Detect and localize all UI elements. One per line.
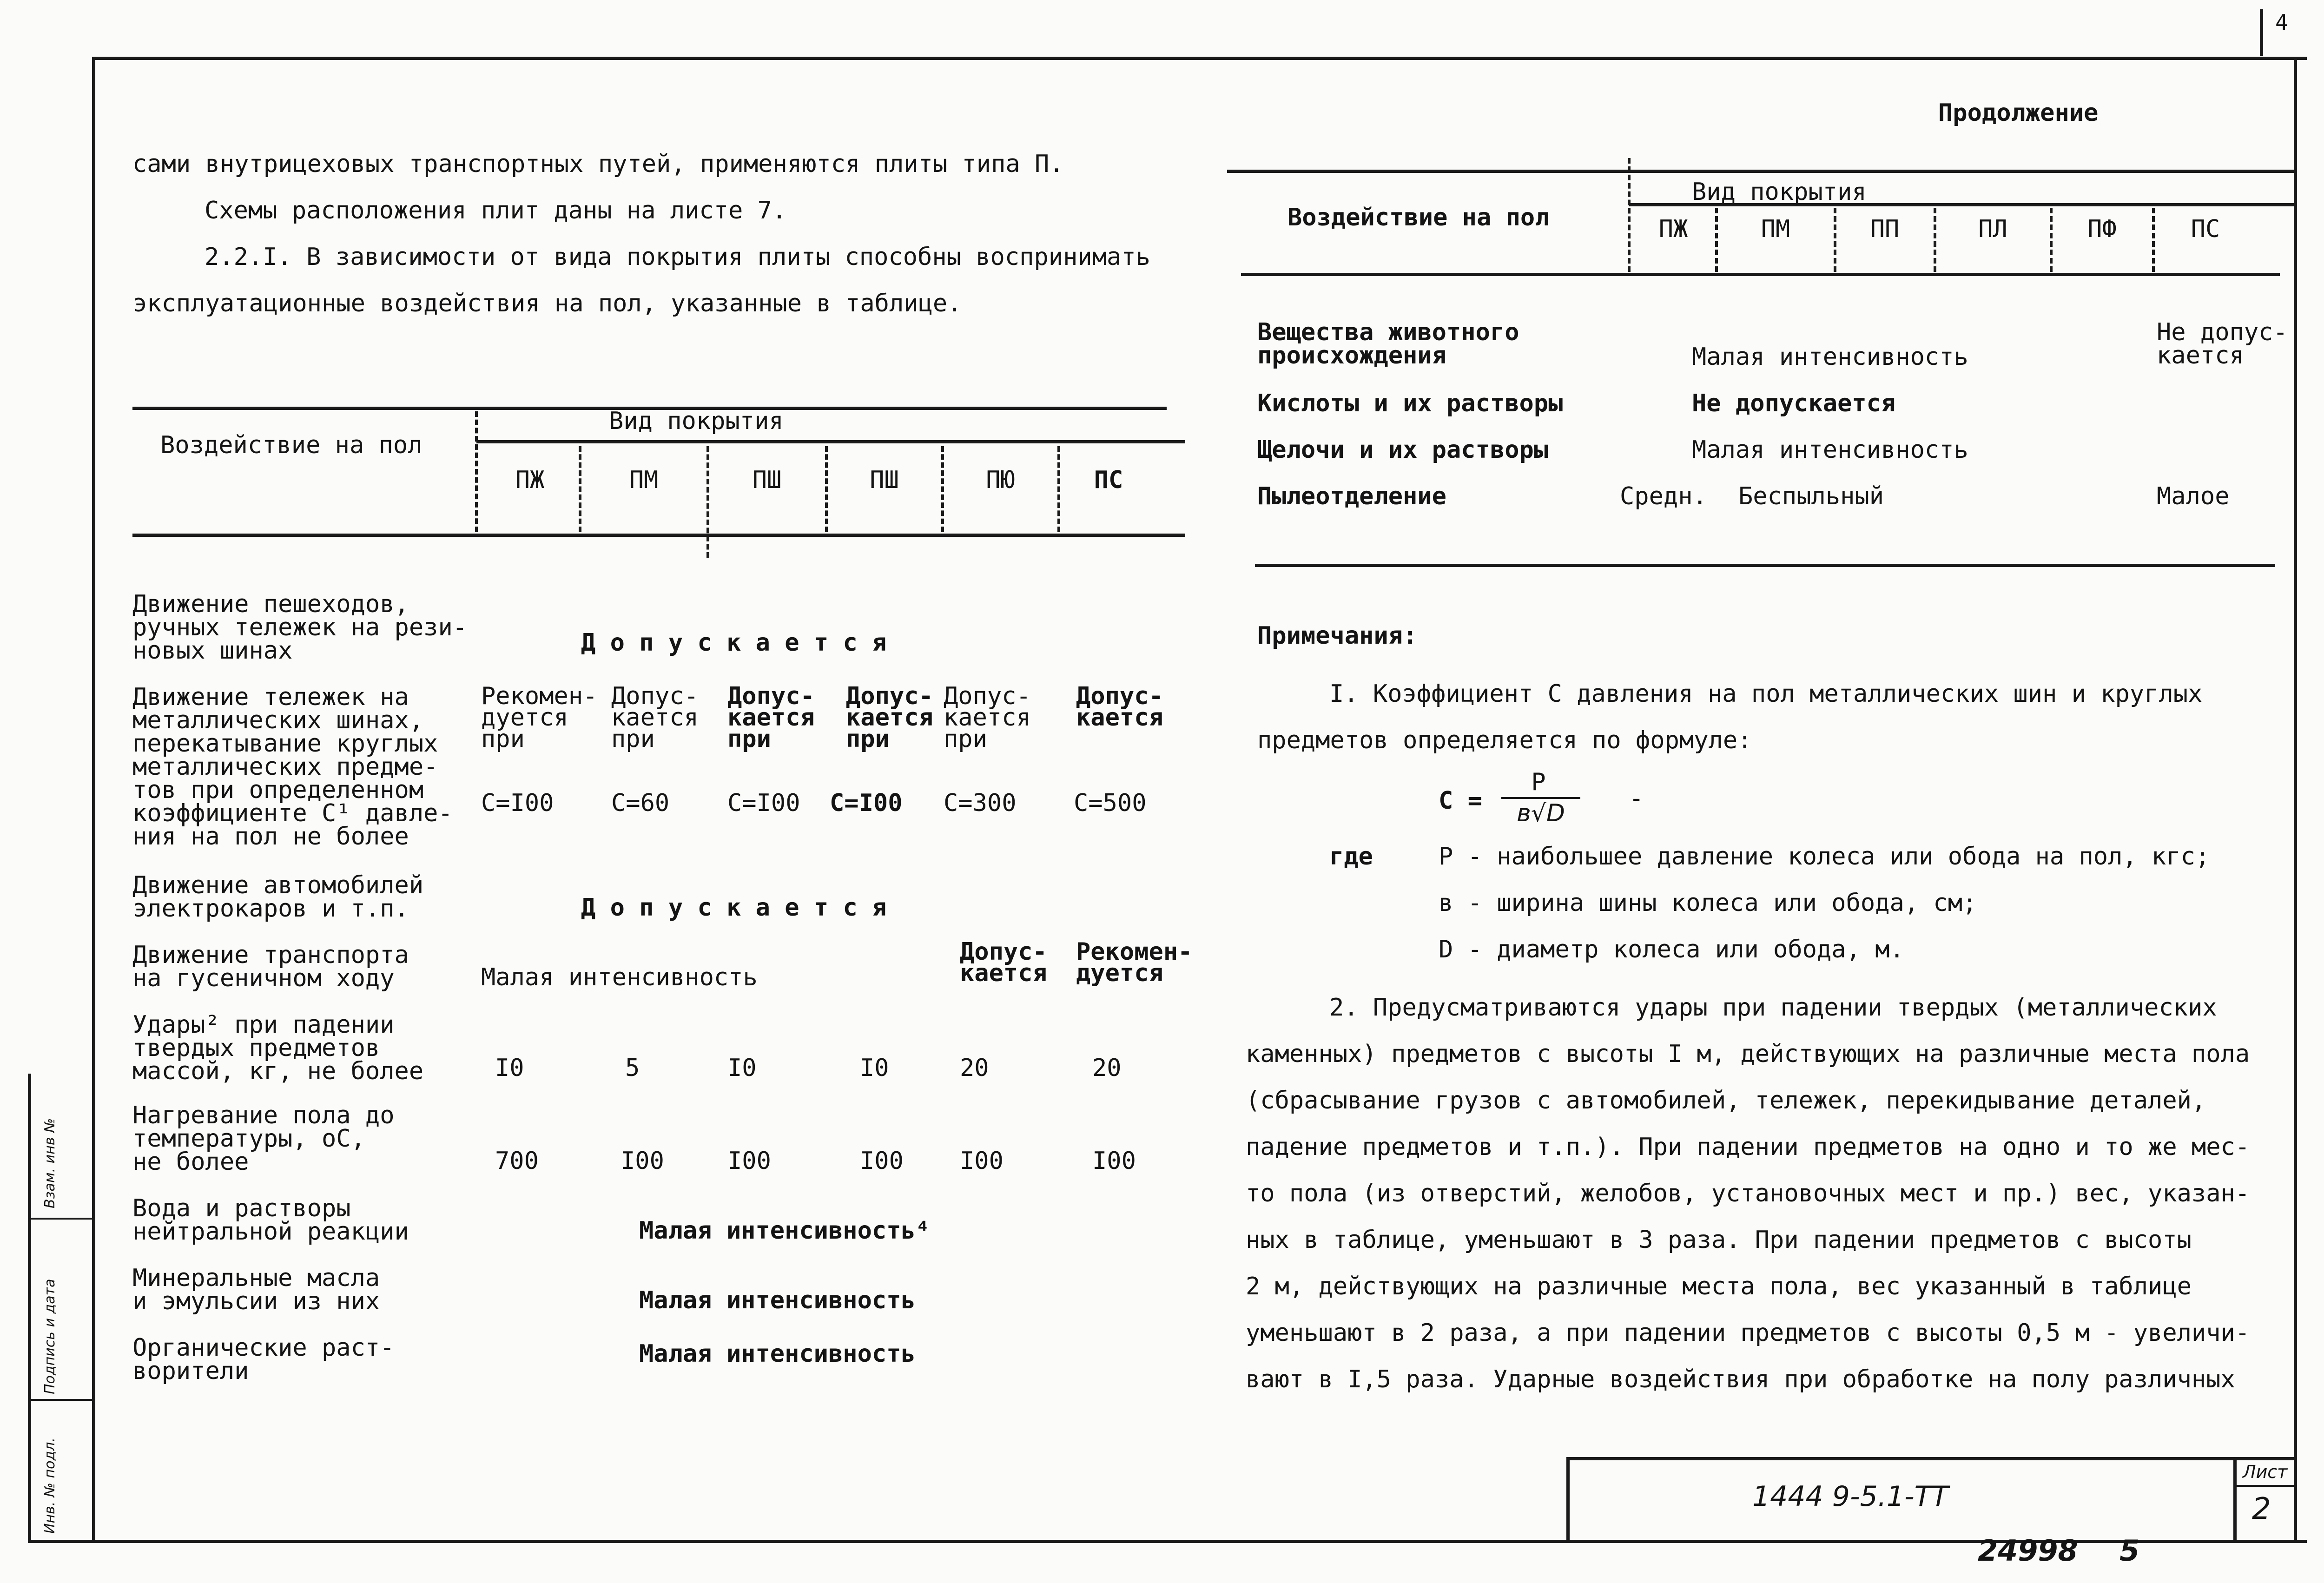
definition-b: в - ширина шины колеса или обода, см;	[1439, 889, 1977, 917]
table1-vdiv-5	[1057, 446, 1060, 532]
table2-col-6: ПС	[2191, 215, 2220, 243]
table1-row1-label: Движение пешеходов, ручных тележек на рези- новых шинах	[132, 590, 468, 665]
table1-row2-cell-4: Допус- кается при	[846, 682, 933, 753]
table1-row1-span: Д о п у с к а е т с я	[581, 629, 887, 657]
stamp-sheet-rule	[2233, 1457, 2237, 1541]
table1-row4-label: Движение транспорта на гусеничном ходу	[132, 941, 409, 992]
continuation-label: Продолжение	[1938, 99, 2099, 127]
table1-row5-label: Удары² при падении твердых предметов массой, кг, не более	[132, 1011, 424, 1085]
table1-row6-value-5: I00	[960, 1147, 1004, 1175]
note-1-line-2: предметов определяется по формуле:	[1257, 726, 1752, 754]
intro-line-2: Схемы расположения плит даны на листе 7.	[205, 197, 787, 224]
table2-end-rule	[1255, 564, 2275, 567]
formula-tail: -	[1629, 785, 1644, 812]
table2-bottom-rule	[1241, 273, 2280, 276]
table1-row5-value-1: I0	[495, 1054, 524, 1082]
stamp-left-rule	[1566, 1457, 1570, 1541]
table1-col-3: ПШ	[752, 466, 782, 494]
table1-row2-cell-3: Допус- кается при	[727, 682, 815, 753]
table2-row1-mid: Малая интенсивность	[1692, 343, 1968, 371]
table1-row6-value-6: I00	[1092, 1147, 1136, 1175]
table1-row4-cell-5: Допус- кается	[960, 938, 1047, 987]
frame-left	[92, 57, 95, 1543]
table1-row2-value-3: С=I00	[727, 789, 800, 817]
table1-row2-cell-2: Допус- кается при	[611, 682, 699, 753]
table2-col-2: ПМ	[1761, 215, 1790, 243]
note-2-line-4: падение предметов и т.п.). При падении предметов на одно и то же мес-	[1246, 1133, 2250, 1161]
intro-line-1: сами внутрицеховых транспортных путей, применяются плиты типа П.	[132, 150, 1064, 178]
table1-vdiv-3	[825, 446, 828, 532]
notes-title: Примечания:	[1257, 622, 1418, 650]
document-code: 1444 9-5.1-ТТ	[1752, 1480, 1948, 1513]
table1-row3-span: Д о п у с к а е т с я	[581, 894, 887, 922]
frame-top	[92, 57, 2307, 60]
table1-col-1: ПЖ	[515, 466, 545, 494]
note-2-line-8: уменьшают в 2 раза, а при падении предметов с высоты 0,5 м - увеличи-	[1246, 1319, 2250, 1347]
table1-row5-value-6: 20	[1092, 1054, 1122, 1082]
table1-vdiv-0	[475, 411, 478, 532]
table1-row6-value-4: I00	[860, 1147, 904, 1175]
table1-row9-span: Малая интенсивность	[639, 1340, 916, 1368]
table1-row9-label: Органические раст- ворители	[132, 1334, 395, 1385]
table1-row2-value-4: С=I00	[830, 789, 903, 817]
definition-p: Р - наибольшее давление колеса или обода на пол, кгс;	[1439, 843, 2210, 871]
table2-vdiv-1	[1715, 208, 1718, 272]
table2-vdiv-2	[1834, 208, 1836, 272]
corner-page-number: 4	[2275, 10, 2288, 35]
table2-vdiv-4	[2050, 208, 2053, 272]
formula-numerator: Р	[1531, 768, 1546, 796]
note-2-line-2: каменных) предметов с высоты I м, действующих на различные места пола	[1246, 1040, 2250, 1068]
note-2-line-5: то пола (из отверстий, желобов, установочных мест и пр.) вес, указан-	[1246, 1180, 2250, 1207]
note-2-line-6: ных в таблице, уменьшают в 3 раза. При падении предметов с высоты	[1246, 1226, 2192, 1254]
table2-row4-pre: Средн.	[1620, 482, 1707, 510]
note-2-line-7: 2 м, действующих на различные места пола, вес указанный в таблице	[1246, 1273, 2192, 1300]
note-1-line-1: I. Коэффициент С давления на пол металлических шин и круглых	[1329, 680, 2203, 708]
table2-row1-right: Не допус- кается	[2157, 318, 2288, 369]
table2-vdiv-5	[2152, 208, 2155, 272]
table1-row8-label: Минеральные масла и эмульсии из них	[132, 1264, 380, 1315]
table2-vdiv-3	[1934, 208, 1936, 272]
table2-top-rule	[1227, 170, 2294, 173]
table2-col-1: ПЖ	[1658, 215, 1688, 243]
table1-col-6: ПС	[1094, 466, 1123, 494]
table1-row5-value-4: I0	[860, 1054, 889, 1082]
sheet-number: 2	[2252, 1492, 2271, 1526]
table1-row2-value-2: С=60	[611, 789, 670, 817]
table1-row2-cell-5: Допус- кается при	[944, 682, 1031, 753]
table1-row2-value-6: С=500	[1074, 789, 1147, 817]
note-2-line-1: 2. Предусматриваются удары при падении твердых (металлических	[1329, 994, 2217, 1022]
table1-row5-value-5: 20	[960, 1054, 989, 1082]
table1-row7-span: Малая интенсивность⁴	[639, 1217, 931, 1245]
stamp-top-rule	[1569, 1457, 2296, 1460]
where-label: где	[1329, 843, 1373, 871]
frame-bottom	[28, 1540, 2307, 1543]
stamp-sheet-sep	[2233, 1485, 2296, 1487]
table1-row6-label: Нагревание пола до температуры, оС, не более	[132, 1102, 395, 1176]
margin-sep-2	[28, 1399, 93, 1401]
table2-header-left: Воздействие на пол	[1287, 204, 1550, 231]
margin-label-1: Взам. инв №	[42, 1118, 58, 1208]
table1-header-left: Воздействие на пол	[160, 431, 423, 459]
intro-line-3: 2.2.I. В зависимости от вида покрытия плиты способны воспринимать	[205, 243, 1150, 271]
bottom-number: 24998	[1978, 1534, 2078, 1568]
table2-row4-right: Малое	[2157, 482, 2230, 510]
table1-row6-value-3: I00	[727, 1147, 771, 1175]
table1-vdiv-2	[706, 446, 709, 558]
margin-line	[28, 1074, 31, 1543]
table1-row4-span: Малая интенсивность	[481, 963, 758, 991]
table1-row5-value-3: I0	[727, 1054, 757, 1082]
table1-row6-value-1: 700	[495, 1147, 539, 1175]
table1-col-4: ПШ	[870, 466, 899, 494]
definition-d: D - диаметр колеса или обода, м.	[1439, 936, 1904, 963]
table1-row7-label: Вода и растворы нейтральной реакции	[132, 1194, 409, 1246]
table1-row6-value-2: I00	[621, 1147, 664, 1175]
table1-col-5: ПЮ	[986, 466, 1015, 494]
formula-lhs: С =	[1439, 787, 1482, 815]
table2-col-4: ПЛ	[1978, 215, 2007, 243]
table2-vdiv-0	[1628, 158, 1631, 272]
margin-sep-1	[28, 1218, 93, 1220]
table2-row2-mid: Не допускается	[1692, 389, 1896, 417]
table1-row2-cell-6: Допус- кается	[1076, 682, 1163, 732]
table2-row1-label: Вещества животного происхождения	[1257, 318, 1519, 369]
table1-row5-value-2: 5	[625, 1054, 640, 1082]
formula-denominator: в√D	[1517, 799, 1565, 827]
table1-group-rule	[476, 440, 1185, 443]
margin-label-3: Инв. № подл.	[42, 1438, 58, 1534]
table1-row2-label: Движение тележек на металлических шинах, перекатывание круглых металлических предме- тов при определенном коэффициенте С¹ давле- ния на пол не более	[132, 683, 453, 851]
table1-row2-value-1: С=I00	[481, 789, 554, 817]
intro-line-4: эксплуатационные воздействия на пол, указанные в таблице.	[132, 290, 962, 317]
margin-label-2: Подпись и дата	[42, 1279, 58, 1394]
note-2-line-9: вают в I,5 раза. Ударные воздействия при обработке на полу различных	[1246, 1365, 2235, 1393]
table1-header-group: Вид покрытия	[609, 407, 784, 435]
table1-row2-value-5: С=300	[944, 789, 1017, 817]
table2-row3-mid: Малая интенсивность	[1692, 436, 1968, 464]
corner-tick	[2260, 9, 2263, 56]
table2-row4-mid: Беспыльный	[1738, 482, 1884, 510]
table2-row4-label: Пылеотделение	[1257, 482, 1446, 510]
table2-header-group: Вид покрытия	[1692, 178, 1867, 206]
table1-row4-cell-6: Рекомен- дуется	[1076, 938, 1193, 987]
table1-row3-label: Движение автомобилей электрокаров и т.п.	[132, 871, 424, 923]
bottom-page: 5	[2119, 1534, 2140, 1568]
formula-fraction-bar	[1501, 797, 1580, 799]
table1-vdiv-1	[579, 446, 581, 532]
table1-vdiv-4	[941, 446, 944, 532]
table1-row8-span: Малая интенсивность	[639, 1286, 916, 1314]
table1-bottom-rule	[132, 534, 1185, 537]
frame-right	[2294, 57, 2297, 1543]
table2-col-5: ПФ	[2087, 215, 2117, 243]
table2-row3-label: Щелочи и их растворы	[1257, 436, 1549, 464]
table1-row2-cell-1: Рекомен- дуется при	[481, 682, 598, 753]
note-2-line-3: (сбрасывание грузов с автомобилей, тележек, перекидывание деталей,	[1246, 1087, 2206, 1115]
sheet-label: Лист	[2243, 1462, 2288, 1482]
table1-col-2: ПМ	[629, 466, 659, 494]
table2-row2-label: Кислоты и их растворы	[1257, 389, 1563, 417]
table2-col-3: ПП	[1870, 215, 1900, 243]
